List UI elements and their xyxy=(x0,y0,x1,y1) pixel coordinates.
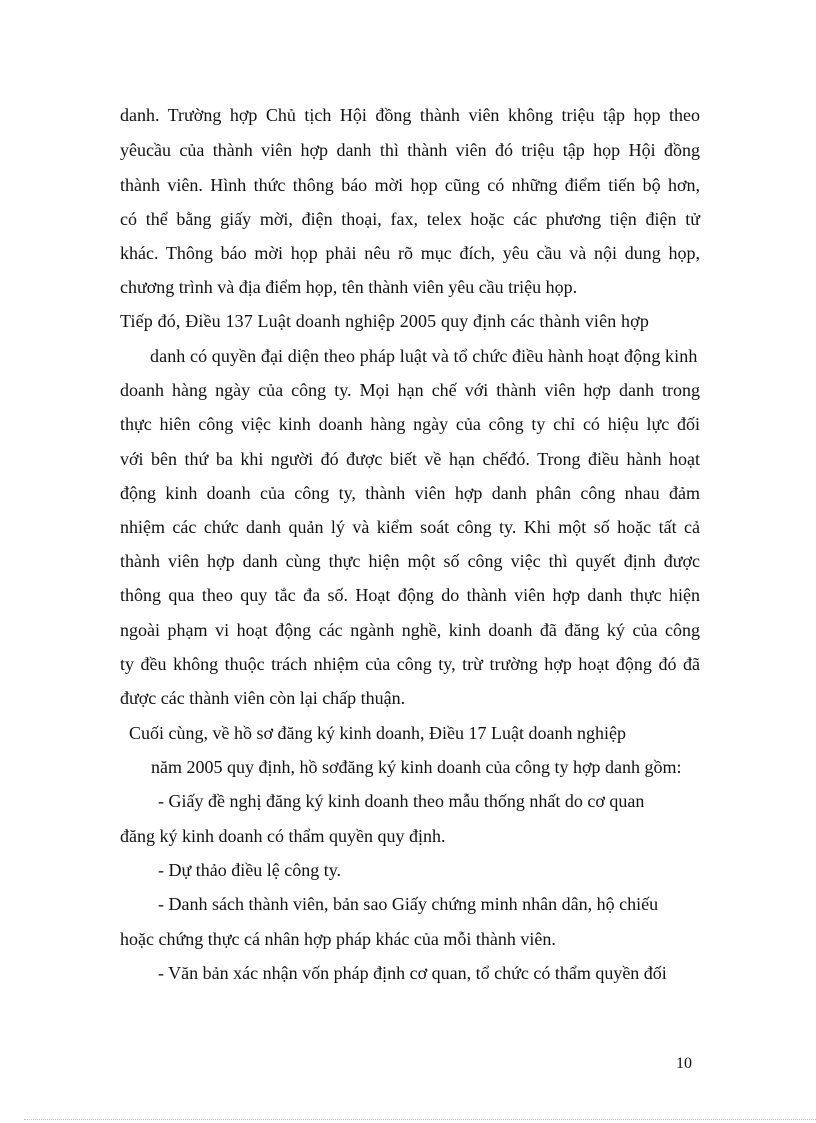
text-line: Tiếp đó, Điều 137 Luật doanh nghiệp 2005 quy định các thành viên hợp xyxy=(120,311,649,331)
list-item: - Văn bản xác nhận vốn pháp định cơ quan, tổ chức có thẩm quyền đối xyxy=(158,963,667,983)
list-item: - Danh sách thành viên, bản sao Giấy chứng minh nhân dân, hộ chiếu xyxy=(158,894,659,914)
text-line: ty đều không thuộc trách nhiệm của công ty, trừ trường hợp hoạt động đó đã xyxy=(120,654,700,674)
text-line: danh có quyền đại diện theo pháp luật và tổ chức điều hành hoạt động kinh xyxy=(150,346,698,366)
text-line: nhiệm các chức danh quản lý và kiểm soát công ty. Khi một số hoặc tất cả xyxy=(120,517,700,537)
text-line: hoặc chứng thực cá nhân hợp pháp khác của mỗi thành viên. xyxy=(120,929,556,949)
text-line: danh. Trường hợp Chủ tịch Hội đồng thành viên không triệu tập họp theo xyxy=(120,105,700,125)
text-line: động kinh doanh của công ty, thành viên hợp danh phân công nhau đảm xyxy=(120,483,700,503)
text-line: thành viên hợp danh cùng thực hiện một số công việc thì quyết định được xyxy=(120,551,700,571)
text-line: với bên thứ ba khi người đó được biết về hạn chếđó. Trong điều hành hoạt xyxy=(120,449,700,469)
text-line: thông qua theo quy tắc đa số. Hoạt động do thành viên hợp danh thực hiện xyxy=(120,585,700,605)
text-line: thực hiên công việc kinh doanh hàng ngày của công ty chỉ có hiệu lực đối xyxy=(120,414,700,434)
text-line: ngoài phạm vi hoạt động các ngành nghề, kinh doanh đã đăng ký của công xyxy=(120,620,700,640)
text-line: yêucầu của thành viên hợp danh thì thành viên đó triệu tập họp Hội đồng xyxy=(120,140,700,160)
page-number: 10 xyxy=(676,1055,692,1072)
text-line: thành viên. Hình thức thông báo mời họp cũng có những điểm tiến bộ hơn, xyxy=(120,175,700,195)
list-item: - Dự thảo điều lệ công ty. xyxy=(158,860,342,880)
text-line: doanh hàng ngày của công ty. Mọi hạn chế với thành viên hợp danh trong xyxy=(120,380,700,400)
text-line: được các thành viên còn lại chấp thuận. xyxy=(120,688,406,708)
text-line: khác. Thông báo mời họp phải nêu rõ mục đích, yêu cầu và nội dung họp, xyxy=(120,243,700,263)
list-item: - Giấy đề nghị đăng ký kinh doanh theo mẫu thống nhất do cơ quan xyxy=(158,791,645,811)
text-line: đăng ký kinh doanh có thẩm quyền quy định. xyxy=(120,826,446,846)
text-line: chương trình và địa điểm họp, tên thành viên yêu cầu triệu họp. xyxy=(120,277,578,297)
page-bottom-divider xyxy=(24,1119,816,1120)
text-line: Cuối cùng, về hồ sơ đăng ký kinh doanh, Điều 17 Luật doanh nghiệp xyxy=(129,723,626,743)
text-line: năm 2005 quy định, hồ sơđăng ký kinh doanh của công ty hợp danh gồm: xyxy=(151,757,682,777)
text-line: có thể bằng giấy mời, điện thoại, fax, telex hoặc các phương tiện điện tử xyxy=(120,209,700,229)
